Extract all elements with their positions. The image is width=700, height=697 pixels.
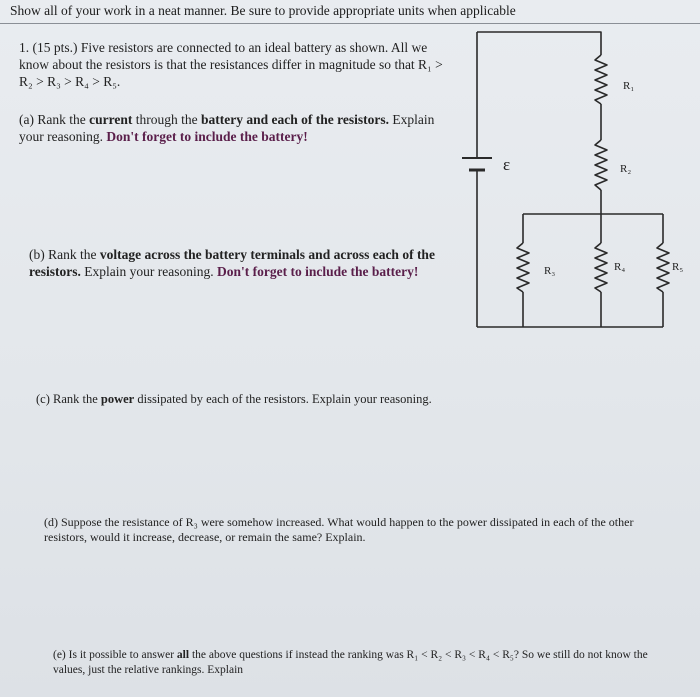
part-e-text-1: (e) Is it possible to answer bbox=[53, 649, 177, 661]
part-a-text-2: through the bbox=[132, 112, 201, 127]
part-c-text-1: (c) Rank the bbox=[36, 392, 101, 406]
resistor-r5-symbol bbox=[657, 243, 669, 292]
part-a-bold-1: current bbox=[89, 112, 133, 127]
resistor-r1-symbol bbox=[595, 55, 607, 104]
resistor-r4-label: R₄ bbox=[614, 261, 626, 273]
part-a-bold-2: battery and each of the resistors. bbox=[200, 112, 389, 127]
part-b-emphasis: Don't forget to include the battery! bbox=[216, 264, 419, 279]
resistor-r1-label: R₁ bbox=[623, 80, 635, 92]
resistor-r2-symbol bbox=[595, 140, 607, 190]
resistor-r2-label: R₂ bbox=[620, 163, 632, 175]
resistor-r5-label: R₅ bbox=[672, 261, 684, 273]
part-c-bold-1: power bbox=[100, 392, 135, 406]
part-d-prompt: (d) Suppose the resistance of R₃ were somehow increased. What would happen to the power dissipated in each of the other resistors, would it increase, decrease, or remain the same? Explain. bbox=[44, 515, 634, 544]
emf-label: ε bbox=[503, 155, 511, 174]
part-a-text-3: Explain your reasoning. bbox=[19, 112, 435, 144]
part-e-bold-1: all bbox=[176, 649, 190, 661]
resistor-r3-label: R₃ bbox=[544, 265, 556, 277]
part-c-text-2: dissipated by each of the resistors. Explain your reasoning. bbox=[134, 392, 432, 406]
part-b-text-2: Explain your reasoning. bbox=[80, 264, 217, 279]
page-header: Show all of your work in a neat manner. Be sure to provide appropriate units when applicable bbox=[10, 3, 516, 18]
part-e-text-2: the above questions if instead the ranking was R₁ < R₂ < R₃ < R₄ < R₅? So we still do not know the values, just the relative rankings. Explain bbox=[53, 649, 648, 676]
resistor-r4-symbol bbox=[595, 243, 607, 292]
part-a-text-1: (a) Rank the bbox=[19, 112, 90, 127]
resistor-r3-symbol bbox=[517, 243, 529, 292]
part-b-bold-1: voltage across the battery terminals and across each of the resistors. bbox=[29, 247, 435, 279]
question-1-text: 1. (15 pts.) Five resistors are connected to an ideal battery as shown. All we know about the resistors is that the resistances differ in magnitude so bbox=[19, 40, 428, 72]
wire-top bbox=[477, 32, 601, 55]
part-b-text-1: (b) Rank the bbox=[29, 247, 100, 262]
resistance-ranking: that R₁ > R₂ > R₃ > R₄ > R₅. bbox=[19, 57, 443, 89]
part-a-emphasis: Don't forget to include the battery! bbox=[106, 129, 308, 144]
